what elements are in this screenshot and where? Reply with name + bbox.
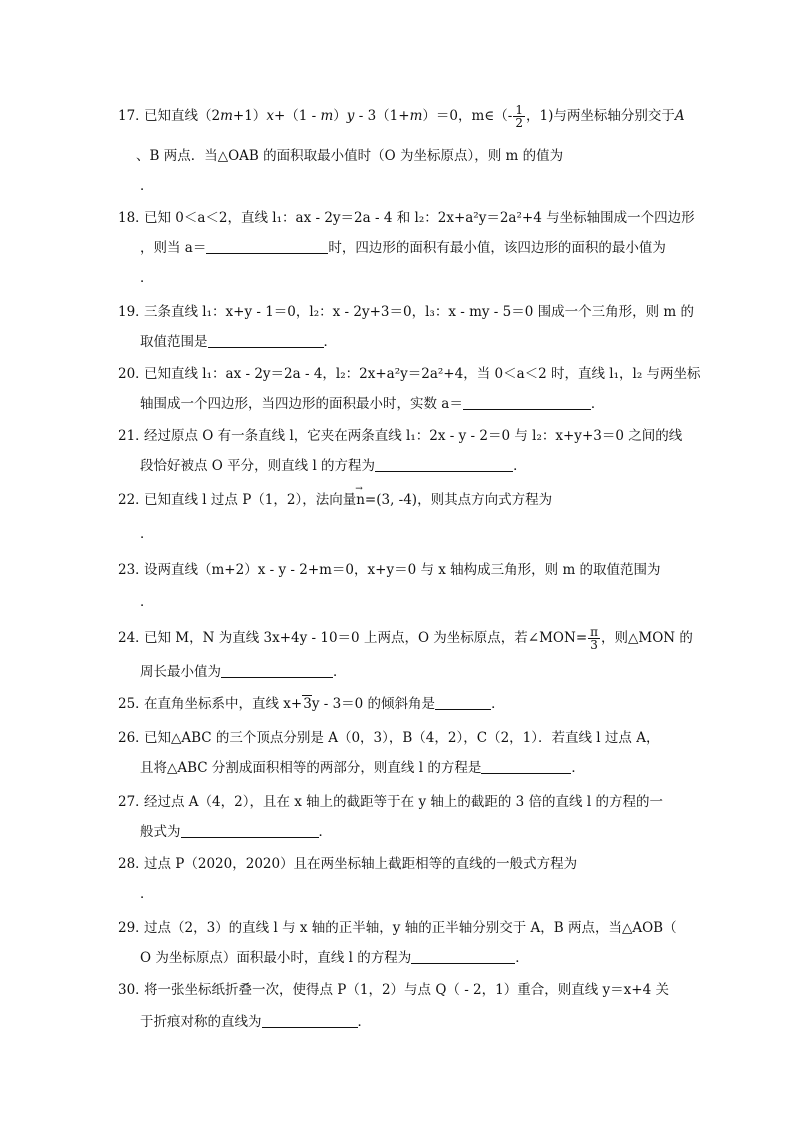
question-20-line-1: 20．已知直线 l₁：ax - 2y＝2a - 4，l₂：2x+a²y＝2a²+4，当 0＜a＜2 时，直线 l₁，l₂ 与两坐标 <box>118 366 701 382</box>
answer-blank[interactable] <box>411 949 515 964</box>
question-26-line-2: 且将△ABC 分割成面积相等的两部分，则直线 l 的方程是 ． <box>140 760 585 776</box>
question-28-line-2: ． <box>140 886 154 902</box>
question-17-line-1: 17．已知直线（2m+1）x+（1 - m）y - 3（1+m）＝0，m∈（- $\frac{1}{2}$ ，1)与两坐标轴分别交于A <box>118 103 685 130</box>
fraction-one-half: $\frac{1}{2}$ <box>515 103 523 130</box>
answer-blank[interactable] <box>208 333 324 348</box>
question-18-line-2: ，则当 a＝ 时，四边形的面积有最小值，该四边形的面积的最小值为 <box>140 240 666 256</box>
question-20-line-2: 轴围成一个四边形，当四边形的面积最小时，实数 a＝ ． <box>140 396 605 412</box>
question-17-line-2: 、B 两点．当△OAB 的面积取最小值时（O 为坐标原点），则 m 的值为 <box>136 148 564 164</box>
answer-blank[interactable] <box>481 759 571 774</box>
question-27-line-2: 般式为 ． <box>140 824 332 840</box>
answer-blank[interactable] <box>221 663 333 678</box>
answer-blank[interactable] <box>375 457 513 472</box>
question-18-line-3: ． <box>140 270 154 286</box>
question-22-line-1: 22．已知直线 l 过点 P（1，2），法向量→ n=(3, -4)，则其点方向式方程为 <box>118 490 552 510</box>
normal-vector-n: → n <box>356 490 365 510</box>
question-22-line-2: ． <box>140 526 154 542</box>
question-25-line-1: 25．在直角坐标系中，直线 x+3y - 3＝0 的倾斜角是 ． <box>118 696 505 712</box>
question-28-line-1: 28．过点 P（2020，2020）且在两坐标轴上截距相等的直线的一般式方程为 <box>118 856 578 872</box>
question-24-line-2: 周长最小值为 ． <box>140 664 347 680</box>
fraction-pi-over-3: $\frac{\pi}{3}$ <box>590 625 599 652</box>
answer-blank[interactable] <box>206 239 328 254</box>
question-30-line-2: 于折痕对称的直线为 ． <box>140 1014 371 1030</box>
sqrt-3: 3 <box>303 696 312 712</box>
question-29-line-1: 29．过点（2，3）的直线 l 与 x 轴的正半轴，y 轴的正半轴分别交于 A，B 两点，当△AOB（ <box>118 920 677 936</box>
question-19-line-2: 取值范围是 ． <box>140 334 337 350</box>
question-23-line-2: ． <box>140 594 154 610</box>
question-23-line-1: 23．设两直线（m+2）x - y - 2+m＝0，x+y＝0 与 x 轴构成三角形，则 m 的取值范围为 <box>118 562 661 578</box>
question-29-line-2: O 为坐标原点）面积最小时，直线 l 的方程为 ． <box>140 950 529 966</box>
answer-blank[interactable] <box>262 1013 358 1028</box>
question-30-line-1: 30．将一张坐标纸折叠一次，使得点 P（1，2）与点 Q（ - 2，1）重合，则直线 y＝x+4 关 <box>118 982 669 998</box>
question-17-line-3: ． <box>140 178 154 194</box>
question-19-line-1: 19．三条直线 l₁：x+y - 1＝0，l₂：x - 2y+3＝0，l₃：x - my - 5＝0 围成一个三角形，则 m 的 <box>118 304 694 320</box>
answer-blank[interactable] <box>181 823 319 838</box>
question-21-line-2: 段恰好被点 O 平分，则直线 l 的方程为 ． <box>140 458 527 474</box>
question-24-line-1: 24．已知 M，N 为直线 3x+4y - 10＝0 上两点，O 为坐标原点，若∠MON= $\frac{\pi}{3}$ ，则△MON 的 <box>118 625 693 652</box>
question-18-line-1: 18．已知 0＜a＜2，直线 l₁：ax - 2y＝2a - 4 和 l₂：2x+a²y＝2a²+4 与坐标轴围成一个四边形 <box>118 210 695 226</box>
answer-blank[interactable] <box>463 395 591 410</box>
question-27-line-1: 27．经过点 A（4，2），且在 x 轴上的截距等于在 y 轴上的截距的 3 倍的直线 l 的方程的一 <box>118 794 663 810</box>
answer-blank[interactable] <box>435 695 491 710</box>
question-26-line-1: 26．已知△ABC 的三个顶点分别是 A（0，3），B（4，2），C（2，1）．若直线 l 过点 A， <box>118 730 660 746</box>
question-21-line-1: 21．经过原点 O 有一条直线 l，它夹在两条直线 l₁：2x - y - 2＝0 与 l₂：x+y+3＝0 之间的线 <box>118 428 683 444</box>
